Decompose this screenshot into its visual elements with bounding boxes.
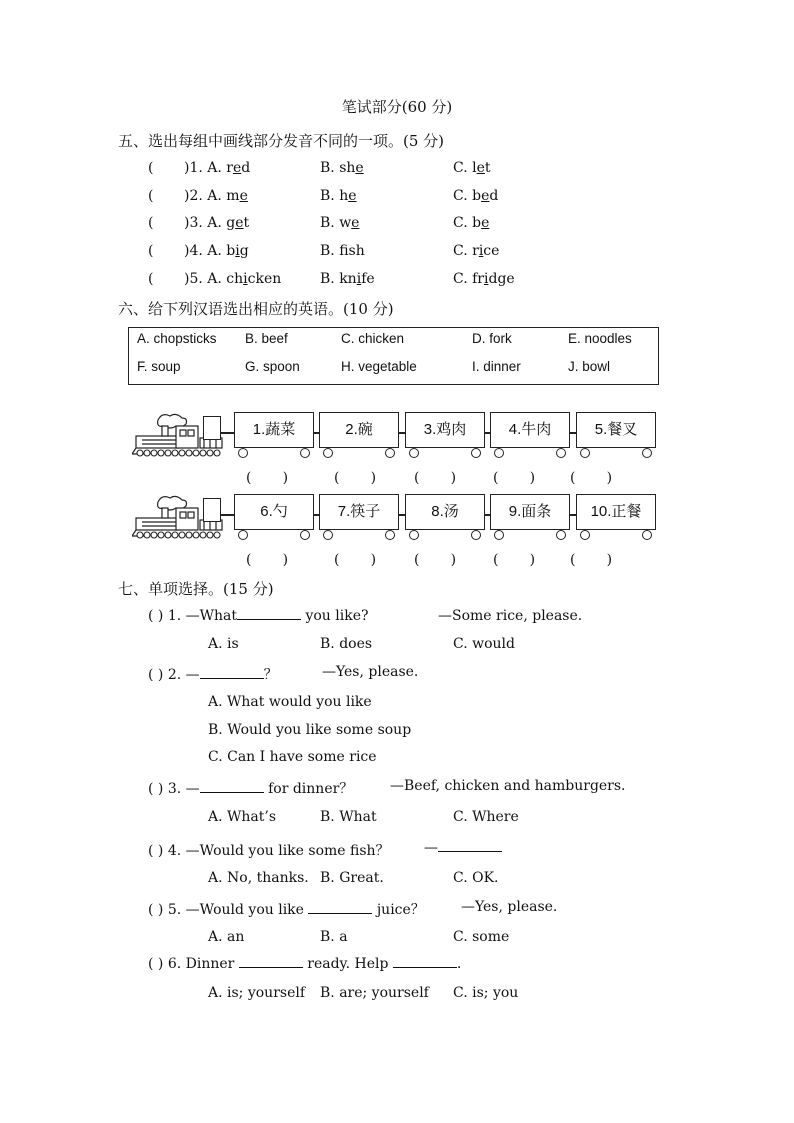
answer-paren[interactable]: ( ) [493,470,536,486]
wheel-icon [642,448,652,458]
option-a: A. is [208,636,239,652]
option-b: B. we [320,215,360,231]
answer-paren[interactable]: ( ) [334,470,377,486]
phonics-row [148,160,708,180]
page-title: 笔试部分(60 分) [341,98,453,116]
word-option: E. noodles [568,331,632,346]
wheel-icon [556,448,566,458]
wheel-icon [409,530,419,540]
wheel-icon [494,448,504,458]
answer-blank[interactable] [200,678,264,679]
answer-paren[interactable]: ( ) [334,552,377,568]
train-car-label: 6.勺 [234,494,314,530]
wheel-icon [580,530,590,540]
question-1-response: —Some rice, please. [438,608,583,624]
option-a: )4. A. big [184,243,249,259]
word-bank-box [128,327,659,385]
coupler [220,432,234,434]
answer-blank[interactable] [393,967,457,968]
option-c: C. some [453,929,510,945]
section-6-heading: 六、给下列汉语选出相应的英语。(10 分) [118,300,394,318]
option-a: )5. A. chicken [184,271,282,287]
phonics-row [148,271,708,291]
option-c: C. would [453,636,515,652]
answer-paren: ( [148,271,154,287]
phonics-row [148,188,708,208]
option-c: C. rice [453,243,500,259]
phonics-row [148,215,708,235]
option-a: )2. A. me [184,188,248,204]
phonics-row [148,243,708,263]
option-a: )3. A. get [184,215,250,231]
wheel-icon [385,530,395,540]
answer-paren[interactable]: ( ) [246,552,289,568]
word-option: F. soup [137,359,181,374]
answer-paren[interactable]: ( ) [414,470,457,486]
option-c: C. fridge [453,271,515,287]
coupler [220,514,234,516]
wheel-icon [409,448,419,458]
answer-blank[interactable] [308,913,372,914]
answer-paren: ( [148,188,154,204]
train-car-label: 10.正餐 [576,494,656,530]
option-a: A. What would you like [208,694,372,710]
option-b: B. a [320,929,348,945]
tender-box [203,416,221,440]
train-car-label: 4.牛肉 [490,412,570,448]
answer-paren[interactable]: ( ) [246,470,289,486]
option-c: C. bed [453,188,499,204]
answer-paren: ( [148,160,154,176]
wheel-icon [238,448,248,458]
question-4: ( ) 4. —Would you like some fish？ [148,843,390,859]
option-a: A. What’s [208,809,277,825]
option-a: )1. A. red [184,160,251,176]
word-option: H. vegetable [341,359,417,374]
answer-paren: ( [148,215,154,231]
wheel-icon [580,448,590,458]
answer-blank[interactable] [438,851,502,852]
answer-paren: ( [148,243,154,259]
option-c: C. OK. [453,870,499,886]
section-5-heading: 五、选出每组中画线部分发音不同的一项。(5 分) [118,132,445,150]
option-c: C. Where [453,809,519,825]
question-4-response: — [424,840,502,856]
question-3-response: —Beef, chicken and hamburgers. [390,778,626,794]
wheel-icon [471,448,481,458]
question-6: ( ) 6. Dinner ready. Help . [148,956,462,972]
option-b: B. Would you like some soup [208,722,412,738]
word-option: A. chopsticks [137,331,217,346]
section-7-heading: 七、单项选择。(15 分) [118,580,274,598]
train-car-label: 2.碗 [319,412,399,448]
answer-blank[interactable] [239,967,303,968]
option-b: B. What [320,809,377,825]
question-1: ( ) 1. —What you like? [148,608,369,624]
word-option: J. bowl [568,359,611,374]
answer-paren[interactable]: ( ) [570,552,613,568]
answer-paren[interactable]: ( ) [570,470,613,486]
question-5-response: —Yes, please. [461,899,558,915]
wheel-icon [323,530,333,540]
tender-box [203,498,221,522]
wheel-icon [642,530,652,540]
train-car-label: 9.面条 [490,494,570,530]
option-b: B. does [320,636,373,652]
option-c: C. Can I have some rice [208,749,377,765]
option-c: C. be [453,215,490,231]
option-a: A. an [208,929,245,945]
option-b: B. she [320,160,364,176]
train-car-label: 8.汤 [405,494,485,530]
wheel-icon [323,448,333,458]
word-option: C. chicken [341,331,405,346]
wheel-icon [300,530,310,540]
option-c: C. is; you [453,985,519,1001]
option-b: B. fsh [320,243,365,259]
answer-paren[interactable]: ( ) [493,552,536,568]
wheel-icon [385,448,395,458]
train-car-label: 1.蔬菜 [234,412,314,448]
word-option: D. fork [472,331,512,346]
answer-blank[interactable] [237,619,301,620]
wheel-icon [300,448,310,458]
wheel-icon [494,530,504,540]
answer-paren[interactable]: ( ) [414,552,457,568]
wheel-icon [471,530,481,540]
question-2: ( ) 2. — ？ [148,667,278,683]
word-option: B. beef [245,331,288,346]
option-b: B. knife [320,271,375,287]
question-5: ( ) 5. —Would you like juice？ [148,902,425,918]
word-option: G. spoon [245,359,300,374]
train-car-label: 3.鸡肉 [405,412,485,448]
option-c: C. let [453,160,491,176]
answer-blank[interactable] [200,792,264,793]
option-a: A. No, thanks. [208,870,309,886]
train-car-label: 7.筷子 [319,494,399,530]
question-2-response: —Yes, please. [322,664,419,680]
question-3: ( ) 3. — for dinner？ [148,781,354,797]
wheel-icon [238,530,248,540]
train-car-label: 5.餐叉 [576,412,656,448]
word-option: I. dinner [472,359,521,374]
option-b: B. Great. [320,870,384,886]
option-b: B. are; yourself [320,985,429,1001]
wheel-icon [556,530,566,540]
option-a: A. is; yourself [208,985,306,1001]
option-b: B. he [320,188,357,204]
